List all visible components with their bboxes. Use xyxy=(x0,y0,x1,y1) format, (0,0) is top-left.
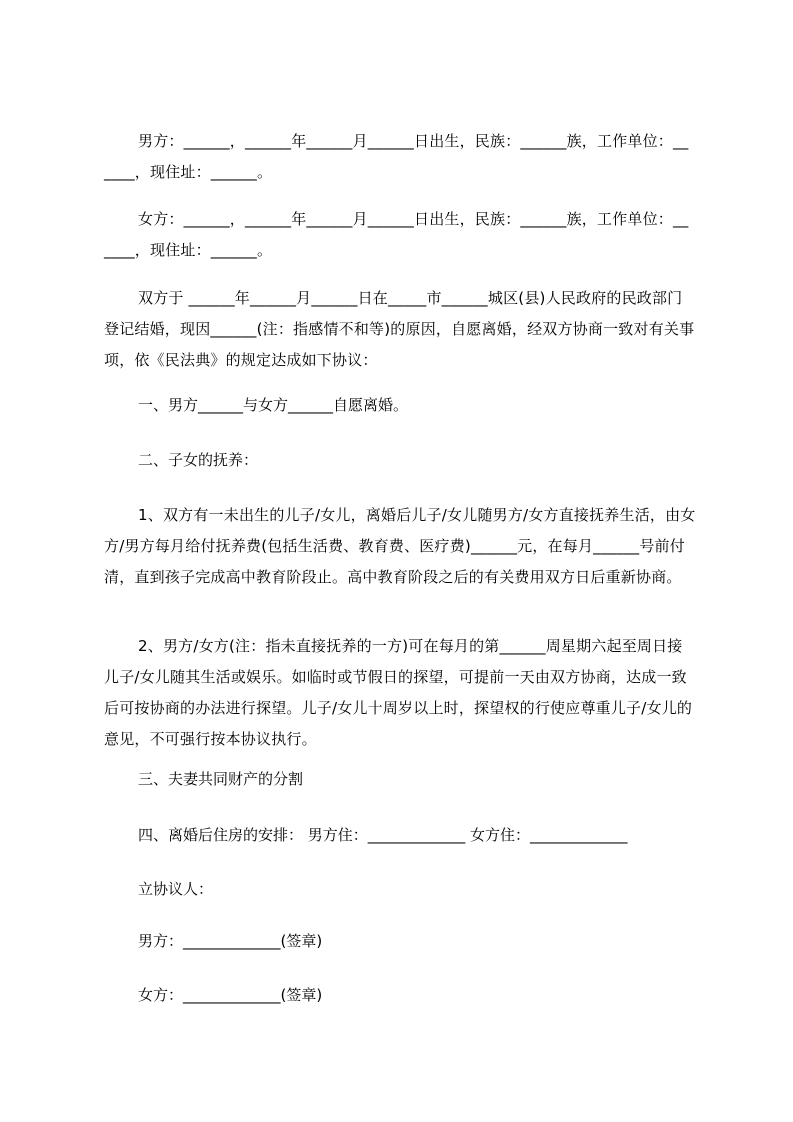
clause-1-divorce: 一、男方______与女方______自愿离婚。 xyxy=(138,396,409,414)
female-party-paragraph: 女方：______，______年______月______日出生，民族：______族，工作单位：______，现住址：______。 xyxy=(104,210,689,259)
clause-4-housing: 四、离婚后住房的安排： 男方住：_____________ 女方住：_____________ xyxy=(138,826,628,844)
signatories-label: 立协议人： xyxy=(138,880,214,898)
male-party-paragraph: 男方：______，______年______月______日出生，民族：______族，工作单位：______，现住址：______。 xyxy=(104,132,689,181)
marriage-info-paragraph: 双方于 ______年______月______日在_____市______城区(县)人民政府的民政部门登记结婚，现因______(注：指感情不和等)的原因，自愿离婚，经双方协商一致对有关事项，依《民法典》的规定达成如下协议： xyxy=(104,289,695,369)
clause-3-heading: 三、夫妻共同财产的分割 xyxy=(138,770,304,788)
clause-2-1-paragraph: 1、双方有一未出生的儿子/女儿，离婚后儿子/女儿随男方/女方直接抚养生活，由女方/男方每月给付抚养费(包括生活费、教育费、医疗费)______元，在每月______号前付清，直到孩子完成高中教育阶段止。高中教育阶段之后的有关费用双方日后重新协商。 xyxy=(104,506,696,586)
female-signature-line: 女方：_____________(签章) xyxy=(138,986,323,1004)
clause-2-2-paragraph: 2、男方/女方(注：指未直接抚养的一方)可在每月的第______周星期六起至周日接儿子/女儿随其生活或娱乐。如临时或节假日的探望，可提前一天由双方协商，达成一致后可按协商的办法进行探望。儿子/女儿十周岁以上时，探望权的行使应尊重儿子/女儿的意见，不可强行按本协议执行。 xyxy=(104,637,693,748)
clause-2-heading: 二、子女的抚养： xyxy=(138,451,259,469)
male-signature-line: 男方：_____________(签章) xyxy=(138,932,323,950)
